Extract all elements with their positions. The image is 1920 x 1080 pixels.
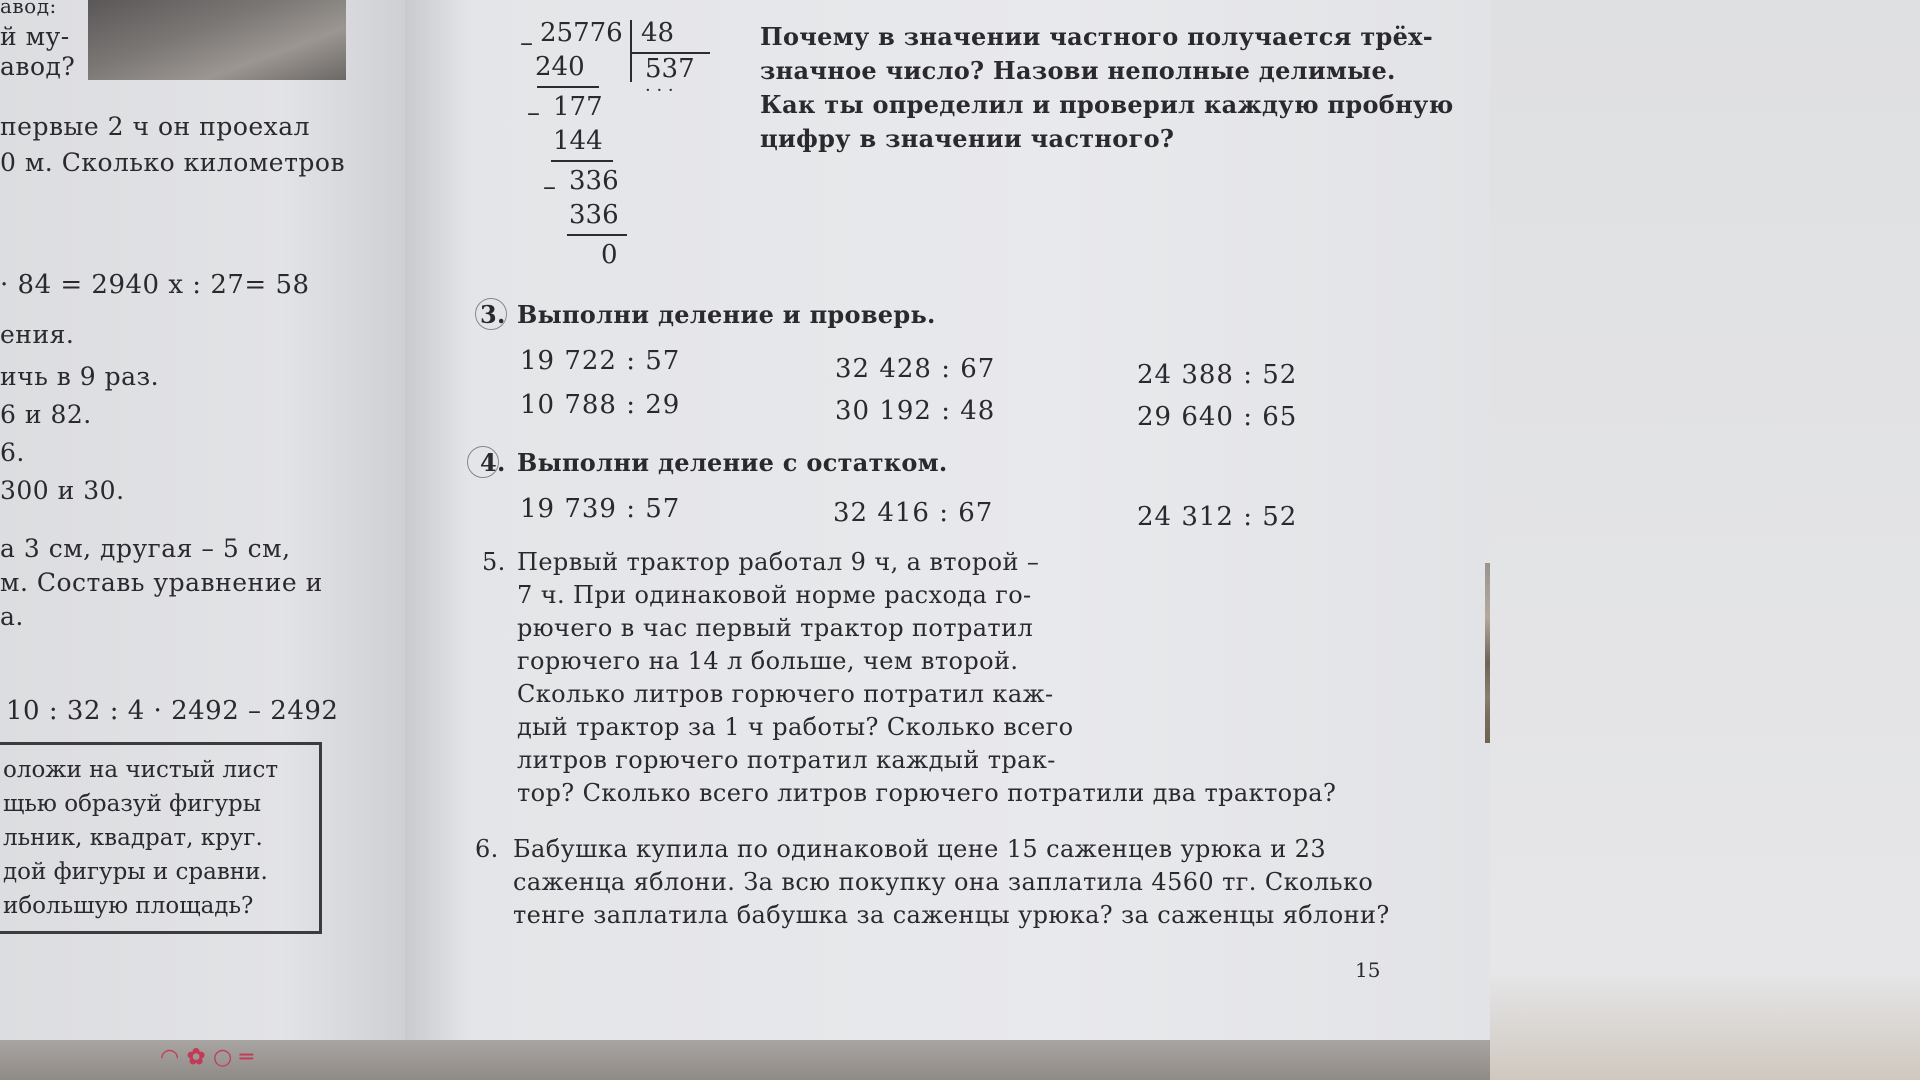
left-page [0,0,405,1040]
step-line [551,160,613,162]
left-line: 10 : 32 : 4 · 2492 – 2492 [6,696,339,726]
task5-line: рючего в час первый трактор потратил [517,614,1034,642]
question-line: Почему в значении частного получается трёх- [760,22,1434,51]
step: 0 [601,240,618,270]
left-line: 6. [0,438,25,467]
task-box [0,742,322,934]
left-line: 300 и 30. [0,476,125,505]
division-item: 10 788 : 29 [520,390,681,420]
task6-line: Бабушка купила по одинаковой цене 15 саженцев урюка и 23 [513,835,1327,863]
left-line: авод: [0,0,57,18]
left-line: 6 и 82. [0,400,92,429]
box-line: щью образуй фигуры [3,791,262,817]
task5-line: литров горючего потратил каждый трак- [517,746,1056,774]
step: 177 [553,92,603,122]
division-item: 32 428 : 67 [835,354,996,384]
question-line: цифру в значении частного? [760,124,1175,153]
left-line: · 84 = 2940 x : 27= 58 [0,270,310,300]
dividend: 25776 [540,18,623,48]
step: 336 [569,166,619,196]
box-line: дой фигуры и сравни. [3,859,268,885]
box-line: оложи на чистый лист [3,757,279,783]
left-line: 0 м. Сколько километров [0,148,346,177]
left-line: м. Составь уравнение и [0,568,323,597]
task-number: 5. [482,548,506,576]
background-surface [1490,0,1920,1080]
left-line: й му- [0,22,70,51]
minus-sign: – [543,172,556,202]
task-number: 3. [480,300,506,329]
question-line: Как ты определил и проверил каждую пробную [760,90,1454,119]
task-header: Выполни деление и проверь. [517,300,936,329]
task5-line: горючего на 14 л больше, чем второй. [517,647,1019,675]
task5-line: дый трактор за 1 ч работы? Сколько всего [517,713,1074,741]
task5-line: Первый трактор работал 9 ч, а второй – [517,548,1040,576]
task5-line: Сколько литров горючего потратил каж- [517,680,1054,708]
minus-sign: – [520,28,533,58]
quotient: 537 [645,54,695,84]
right-page [405,0,1490,1040]
left-line: ичь в 9 раз. [0,362,160,391]
divisor: 48 [641,18,675,48]
task-header: Выполни деление с остатком. [517,448,948,477]
step: 336 [569,200,619,230]
box-line: ибольшую площадь? [3,893,254,919]
left-line: ения. [0,320,75,349]
division-item: 19 722 : 57 [520,346,681,376]
task6-line: саженца яблони. За всю покупку она заплатила 4560 тг. Сколько [513,868,1374,896]
task5-line: 7 ч. При одинаковой норме расхода го- [517,581,1032,609]
photo-top-left [88,0,346,80]
step: 240 [535,52,585,82]
division-item: 30 192 : 48 [835,396,996,426]
step-line [567,234,627,236]
task5-line: тор? Сколько всего литров горючего потратили два трактора? [517,779,1337,807]
page-number: 15 [1355,958,1381,982]
box-line: льник, квадрат, круг. [3,825,263,851]
division-item: 24 388 : 52 [1137,360,1298,390]
left-line: авод? [0,52,76,81]
step-line [537,86,599,88]
left-line: а. [0,602,24,631]
left-line: а 3 см, другая – 5 см, [0,534,291,563]
division-item: 32 416 : 67 [833,498,994,528]
bottom-decoration: ◠ ✿ ○ ═ [160,1044,254,1070]
minus-sign: – [527,98,540,128]
task-number: 4. [480,448,506,477]
division-item: 19 739 : 57 [520,494,681,524]
division-item: 29 640 : 65 [1137,402,1298,432]
task-number: 6. [475,835,499,863]
question-line: значное число? Назови неполные делимые. [760,56,1396,85]
step: 144 [553,126,603,156]
division-bar [630,20,632,82]
quotient-dots: · · · [645,80,674,101]
division-item: 24 312 : 52 [1137,502,1298,532]
left-line: первые 2 ч он проехал [0,112,311,141]
task6-line: тенге заплатила бабушка за саженцы урюка? за саженцы яблони? [513,901,1390,929]
